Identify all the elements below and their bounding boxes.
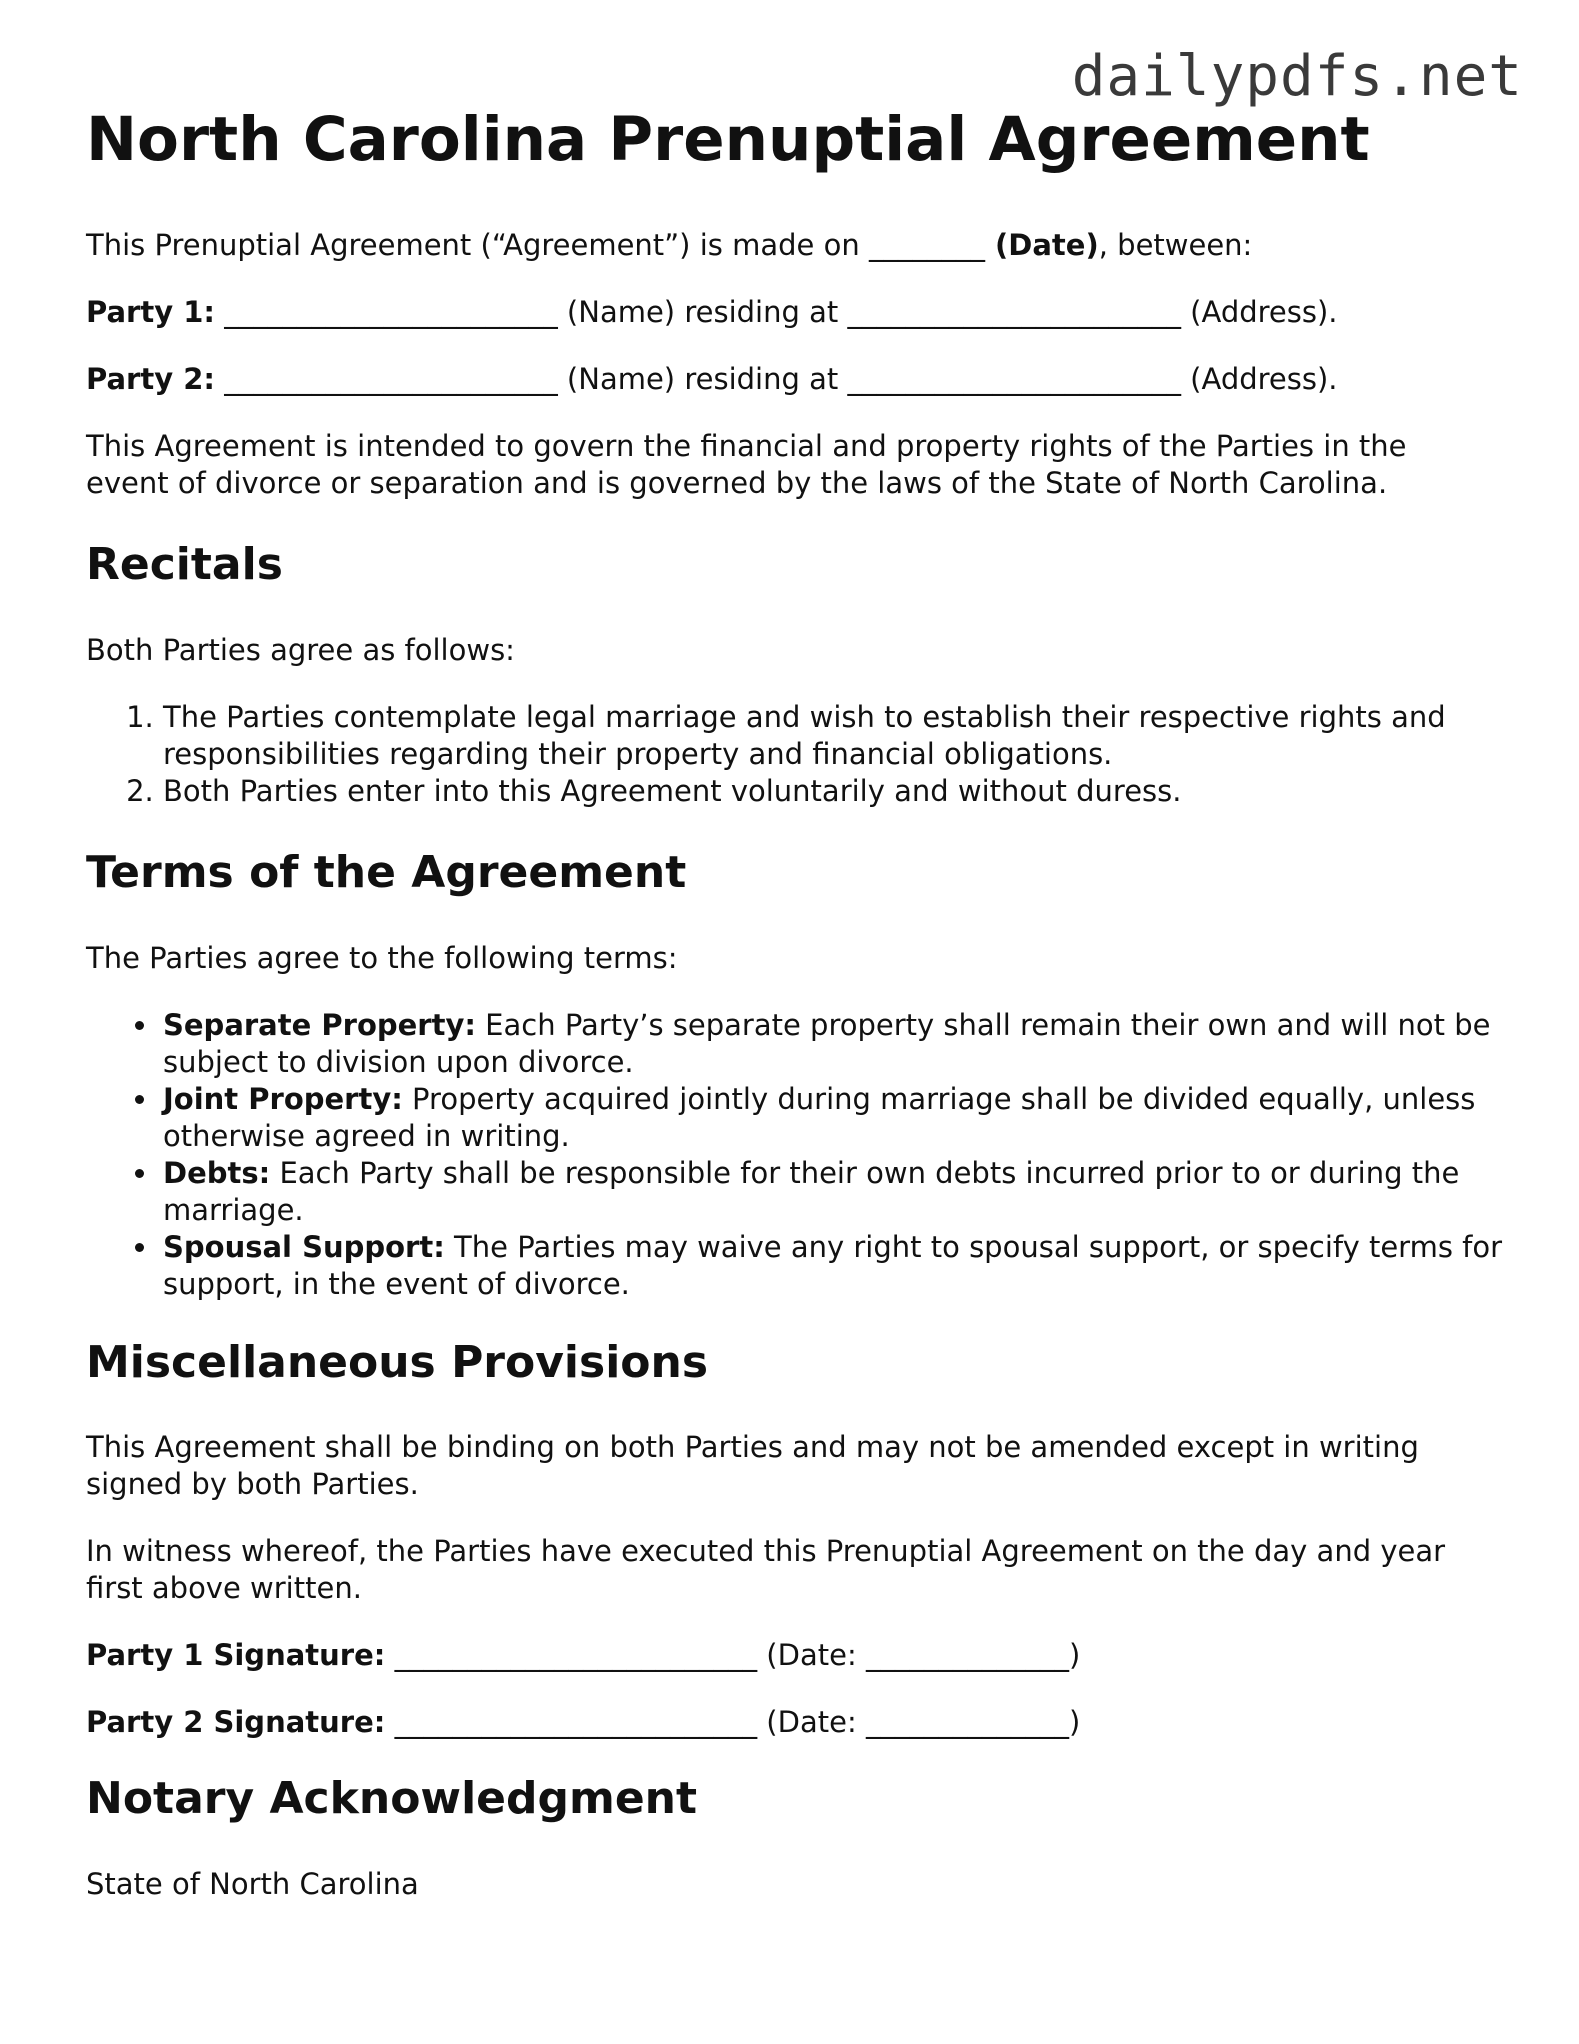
term-separate-property <box>163 1007 1506 1081</box>
party-2-line <box>86 361 1506 398</box>
party-2-signature-date-blank[interactable]: ______________ <box>865 1705 1069 1739</box>
recital-item-1: 1. The Parties contemplate legal marriage and wish to establish their respective rights and responsibilities regarding their property and financial obligations. <box>163 699 1506 773</box>
term-label: Joint Property: <box>163 1082 403 1116</box>
date-suffix: ) <box>1068 1638 1081 1672</box>
date-suffix: ) <box>1068 1705 1081 1739</box>
term-joint-property <box>163 1081 1506 1155</box>
party-2-address-text: (Address). <box>1180 362 1338 396</box>
date-prefix: (Date: <box>757 1705 866 1739</box>
document-title: North Carolina Prenuptial Agreement <box>86 104 1370 175</box>
date-prefix: (Date: <box>757 1638 866 1672</box>
date-blank[interactable]: ________ <box>868 228 985 262</box>
party-1-address-text: (Address). <box>1180 295 1338 329</box>
party-1-name-blank[interactable]: _______________________ <box>215 295 558 329</box>
party-2-address-blank[interactable]: _______________________ <box>847 362 1181 396</box>
term-text: The Parties may waive any right to spousal support, or specify terms for support, in the event of divorce. <box>163 1230 1503 1301</box>
intro-text: This Prenuptial Agreement (“Agreement”) is made on <box>86 228 869 262</box>
party-1-address-blank[interactable]: _______________________ <box>847 295 1181 329</box>
party-2-signature-line <box>86 1704 1506 1741</box>
terms-heading: Terms of the Agreement <box>86 847 687 898</box>
notary-heading: Notary Acknowledgment <box>86 1773 698 1824</box>
party-2-name-text: (Name) residing at <box>557 362 848 396</box>
term-text: Property acquired jointly during marriage shall be divided equally, unless otherwise agreed in writing. <box>163 1082 1476 1153</box>
terms-lead: The Parties agree to the following terms: <box>86 941 678 975</box>
term-debts <box>163 1155 1506 1229</box>
purpose-paragraph: This Agreement is intended to govern the financial and property rights of the Parties in the event of divorce or separation and is governed by the laws of the State of North Carolina. <box>86 429 1407 500</box>
party-2-signature-blank[interactable]: _________________________ <box>385 1705 758 1739</box>
term-label: Separate Property: <box>163 1008 476 1042</box>
party-1-signature-label: Party 1 Signature: <box>86 1638 386 1672</box>
term-label: Debts: <box>163 1156 271 1190</box>
term-label: Spousal Support: <box>163 1230 445 1264</box>
party-1-name-text: (Name) residing at <box>557 295 848 329</box>
party-2-name-blank[interactable]: _______________________ <box>215 362 558 396</box>
notary-state-line: State of North Carolina <box>86 1867 419 1901</box>
recitals-list <box>86 699 1506 810</box>
terms-list <box>86 1007 1506 1303</box>
misc-paragraph-2: In witness whereof, the Parties have executed this Prenuptial Agreement on the day and year first above written. <box>86 1534 1446 1605</box>
misc-heading: Miscellaneous Provisions <box>86 1337 709 1388</box>
recitals-heading: Recitals <box>86 539 283 590</box>
term-text: Each Party’s separate property shall remain their own and will not be subject to division upon divorce. <box>163 1008 1491 1079</box>
party-1-signature-blank[interactable]: _________________________ <box>385 1638 758 1672</box>
recitals-lead: Both Parties agree as follows: <box>86 633 515 667</box>
date-label: (Date) <box>984 228 1099 262</box>
party-1-signature-line <box>86 1637 1506 1674</box>
term-spousal-support <box>163 1229 1506 1303</box>
party-2-label: Party 2: <box>86 362 215 396</box>
party-1-line <box>86 294 1506 331</box>
recital-item-2: 2. Both Parties enter into this Agreement voluntarily and without duress. <box>163 773 1506 810</box>
intro-paragraph <box>86 227 1506 264</box>
misc-paragraph-1: This Agreement shall be binding on both Parties and may not be amended except in writing signed by both Parties. <box>86 1430 1419 1501</box>
party-2-signature-label: Party 2 Signature: <box>86 1705 386 1739</box>
watermark: dailypdfs.net <box>1071 44 1523 109</box>
intro-tail: , between: <box>1098 228 1253 262</box>
party-1-signature-date-blank[interactable]: ______________ <box>865 1638 1069 1672</box>
term-text: Each Party shall be responsible for their own debts incurred prior to or during the marriage. <box>163 1156 1460 1227</box>
party-1-label: Party 1: <box>86 295 215 329</box>
